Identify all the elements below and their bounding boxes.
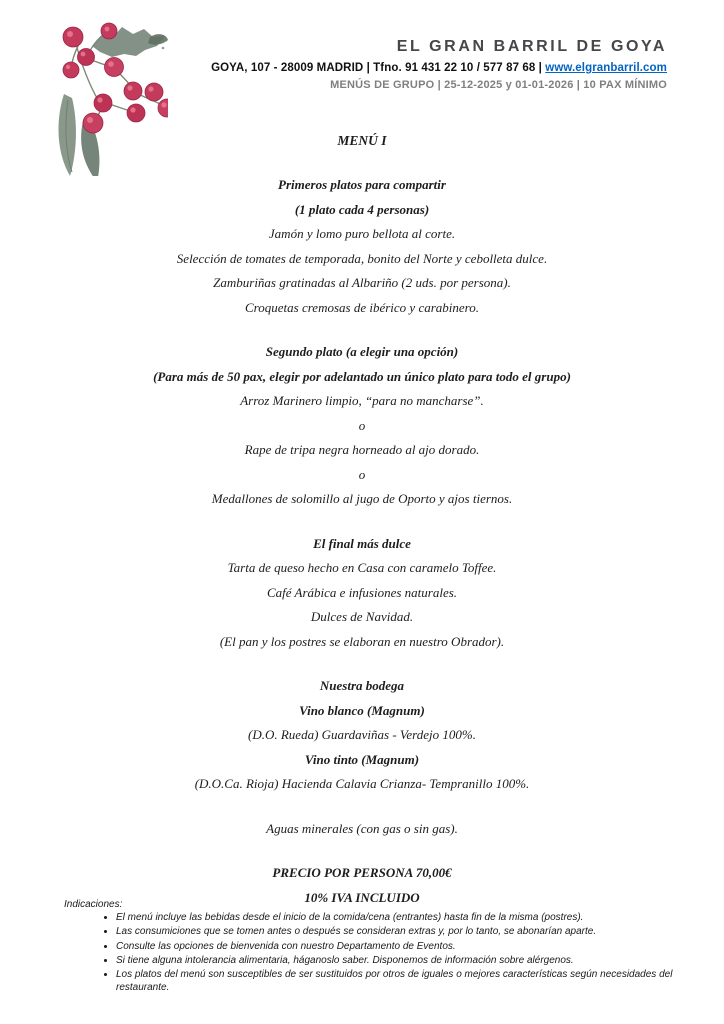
menu-item: Dulces de Navidad. <box>310 609 414 624</box>
menu-section-bodega <box>0 674 724 797</box>
menu-item: (El pan y los postres se elaboran en nuestro Obrador). <box>219 633 505 649</box>
menu-item: Croquetas cremosas de ibérico y carabinero. <box>245 299 479 315</box>
menu-item: (D.O. Rueda) Guardaviñas - Verdejo 100%. <box>248 727 476 742</box>
menu-heading: Vino blanco (Magnum) <box>299 702 425 718</box>
indication-item: • Los platos del menú son susceptibles de ser sustituidos por otros de iguales o mejores características según necesidades del restaurante. <box>116 969 690 995</box>
indication-item: • Las consumiciones que se tomen antes o después se consideran extras y, por lo tanto, se abonarían aparte. <box>116 926 690 939</box>
group-info-line: MENÚS DE GRUPO | 25-12-2025 y 01-01-2026 | 10 PAX MÍNIMO <box>330 79 667 91</box>
menu-heading: Vino tinto (Magnum) <box>304 751 420 767</box>
menu-item: Tarta de queso hecho en Casa con caramelo Toffee. <box>227 560 497 575</box>
indication-item: • Consulte las opciones de bienvenida con nuestro Departamento de Eventos. <box>116 941 690 954</box>
menu-item: (D.O.Ca. Rioja) Hacienda Calavia Crianza- Tempranillo 100%. <box>194 776 530 791</box>
indications <box>64 899 690 996</box>
menu-heading: (1 plato cada 4 personas) <box>294 201 430 217</box>
menu-heading: El final más dulce <box>313 535 411 551</box>
indication-item: • El menú incluye las bebidas desde el inicio de la comida/cena (entrantes) hasta fin de la misma (postres). <box>116 912 690 925</box>
menu-heading: Primeros platos para compartir <box>278 177 446 192</box>
menu-item: Café Arábica e infusiones naturales. <box>266 584 458 600</box>
menu-heading: PRECIO POR PERSONA 70,00€ <box>272 865 452 880</box>
menu-item: o <box>358 466 366 482</box>
indication-item: • Si tiene alguna intolerancia alimentaria, háganoslo saber. Disponemos de información sobre alérgenos. <box>116 955 690 968</box>
menu-title: MENÚ I <box>337 133 387 148</box>
menu-item: Rape de tripa negra horneado al ajo dorado. <box>244 442 480 457</box>
menu-section-segundo <box>0 340 724 512</box>
menu-heading: Nuestra bodega <box>319 678 405 693</box>
menu-item: Medallones de solomillo al jugo de Oporto y ajos tiernos. <box>211 491 513 506</box>
menu-item: Zamburiñas gratinadas al Albariño (2 uds. por persona). <box>213 275 511 290</box>
menu-body <box>0 129 724 910</box>
indications-label: Indicaciones: <box>64 899 123 910</box>
menu-section-aguas <box>0 817 724 842</box>
menu-heading: 10% IVA INCLUIDO <box>304 889 420 905</box>
contact-text: GOYA, 107 - 28009 MADRID | Tfno. 91 431 22 10 / 577 87 68 | <box>211 62 546 74</box>
paint-speck <box>162 47 165 50</box>
menu-item: Jamón y lomo puro bellota al corte. <box>268 226 456 241</box>
website-link[interactable]: www.elgranbarril.com <box>545 62 667 74</box>
contact-line <box>211 62 667 74</box>
menu-section-primeros <box>0 173 724 320</box>
header <box>211 38 667 91</box>
menu-item: Aguas minerales (con gas o sin gas). <box>266 820 458 836</box>
menu-item: Arroz Marinero limpio, “para no mancharse”. <box>240 393 484 408</box>
menu-item: o <box>358 417 366 433</box>
menu-item: Selección de tomates de temporada, bonito del Norte y cebolleta dulce. <box>176 250 548 266</box>
menu-section-postres <box>0 532 724 655</box>
indications-list <box>64 912 690 995</box>
menu-heading: (Para más de 50 pax, elegir por adelantado un único plato para todo el grupo) <box>153 368 571 384</box>
menu-heading: Segundo plato (a elegir una opción) <box>265 344 459 359</box>
restaurant-name: EL GRAN BARRIL DE GOYA <box>396 38 667 55</box>
